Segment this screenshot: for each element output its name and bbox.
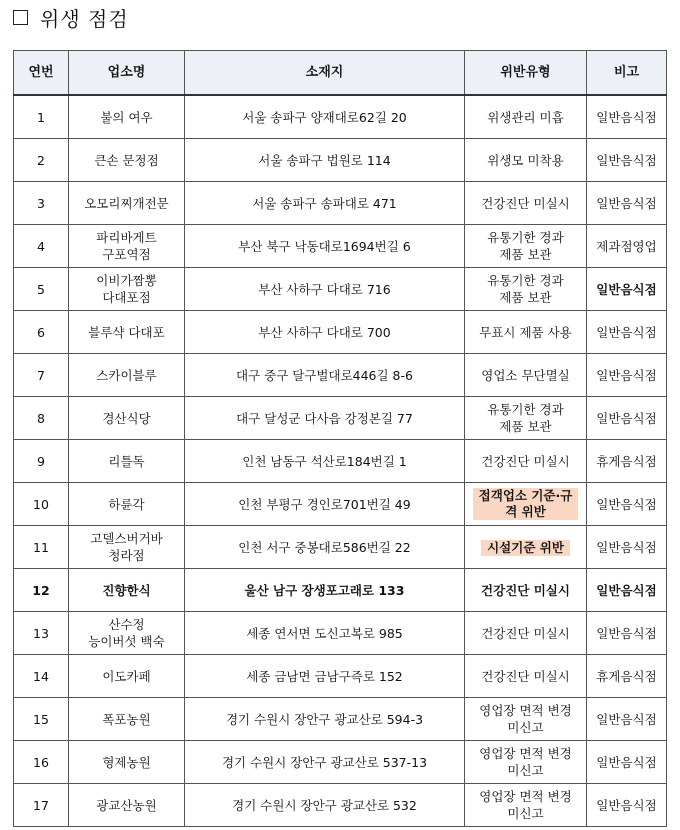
section-title-text: 위생 점검: [40, 6, 129, 31]
cell-note: [587, 526, 667, 569]
violation-line: 위생모 미착용: [487, 152, 564, 168]
cell-violation: [465, 354, 587, 397]
cell-address: [185, 225, 465, 268]
cell-violation: [465, 397, 587, 440]
cell-business-name: [69, 741, 185, 784]
table-row: [14, 354, 667, 397]
cell-no-text: 3: [37, 195, 45, 211]
violation-text: [468, 668, 583, 685]
violation-line: 건강진단 미실시: [481, 668, 570, 684]
violation-text: [468, 702, 583, 736]
cell-note: [587, 569, 667, 612]
violation-text: [473, 488, 579, 520]
address-text: 대구 중구 달구벌대로446길 8-6: [236, 367, 413, 383]
cell-note: [587, 311, 667, 354]
cell-no: [14, 483, 69, 526]
cell-note: [587, 440, 667, 483]
cell-note: [587, 741, 667, 784]
note-text: 일반음식점: [596, 410, 657, 426]
cell-no-text: 12: [32, 582, 50, 598]
cell-note: [587, 225, 667, 268]
violation-line: 격 위반: [505, 504, 546, 519]
violation-text: [468, 453, 583, 470]
cell-violation: [465, 440, 587, 483]
note-text: 일반음식점: [596, 582, 657, 598]
violation-line: 영업장 면적 변경: [479, 703, 572, 718]
violation-text: [468, 788, 583, 822]
business-name-line: 스카이블루: [96, 367, 157, 383]
table-row: [14, 397, 667, 440]
table-row: [14, 655, 667, 698]
cell-business-name: [69, 440, 185, 483]
address-text: 경기 수원시 장안구 광교산로 537-13: [221, 754, 428, 770]
header-note: 비고: [587, 51, 667, 96]
cell-address: [185, 655, 465, 698]
header-violation-type: 위반유형: [465, 51, 587, 96]
address-text: 인천 부평구 경인로701번길 49: [238, 496, 411, 512]
cell-no-text: 8: [37, 410, 45, 426]
business-name-line: 구포역점: [102, 247, 151, 262]
note-text: 제과점영업: [596, 238, 657, 254]
violation-line: 접객업소 기준·규: [478, 488, 573, 503]
cell-no-text: 16: [33, 754, 49, 770]
cell-address: [185, 784, 465, 827]
cell-no: [14, 225, 69, 268]
cell-note: [587, 698, 667, 741]
table-row: [14, 95, 667, 139]
cell-business-name: [69, 612, 185, 655]
cell-business-name: [69, 483, 185, 526]
cell-no-text: 17: [33, 797, 49, 813]
business-name-line: 불의 여우: [100, 109, 153, 125]
violation-line: 유통기한 경과: [487, 230, 564, 245]
violation-line: 제품 보관: [499, 247, 552, 262]
address-text: 서울 송파구 법원로 114: [258, 152, 391, 168]
business-name-line: 블루샥 다대포: [88, 324, 165, 340]
cell-note: [587, 95, 667, 139]
violation-line: 유통기한 경과: [487, 273, 564, 288]
cell-note: [587, 139, 667, 182]
cell-address: [185, 354, 465, 397]
cell-business-name: [69, 225, 185, 268]
cell-address: [185, 440, 465, 483]
note-text: 일반음식점: [596, 625, 657, 641]
cell-business-name: [69, 268, 185, 311]
violation-line: 무표시 제품 사용: [479, 324, 572, 340]
cell-violation: [465, 784, 587, 827]
business-name-line: 고델스버거바: [90, 531, 163, 546]
address-text: 세종 금남면 금남구즉로 152: [246, 668, 403, 684]
address-text: 서울 송파구 송파대로 471: [252, 195, 397, 211]
table-row: [14, 526, 667, 569]
cell-address: [185, 311, 465, 354]
cell-business-name: [69, 655, 185, 698]
cell-note: [587, 354, 667, 397]
business-name-line: 큰손 문정점: [94, 152, 159, 168]
business-name-line: 파리바게트: [96, 230, 157, 245]
violation-line: 미신고: [507, 763, 544, 778]
note-text: 일반음식점: [596, 367, 657, 383]
note-text: 일반음식점: [596, 281, 657, 297]
table-header-row: [14, 51, 667, 96]
business-name-line: 하륜각: [108, 496, 145, 512]
cell-business-name: [69, 139, 185, 182]
cell-address: [185, 526, 465, 569]
cell-note: [587, 182, 667, 225]
table-row: [14, 698, 667, 741]
violation-text: [468, 152, 583, 169]
cell-no: [14, 139, 69, 182]
cell-no-text: 6: [37, 324, 45, 340]
business-name-line: 다대포점: [102, 290, 151, 305]
table-row: [14, 483, 667, 526]
cell-business-name: [69, 784, 185, 827]
address-text: 부산 북구 낙동대로1694번길 6: [238, 238, 411, 254]
business-name-line: 광교산농원: [96, 797, 157, 813]
cell-note: [587, 655, 667, 698]
cell-address: [185, 139, 465, 182]
note-text: 일반음식점: [596, 109, 657, 125]
violation-line: 영업장 면적 변경: [479, 789, 572, 804]
violation-line: 시설기준 위반: [487, 539, 564, 555]
business-name-line: 폭포농원: [102, 711, 151, 727]
violation-text: [468, 229, 583, 263]
table-row: [14, 440, 667, 483]
business-name-line: 오모리찌개전문: [84, 195, 169, 211]
cell-no: [14, 182, 69, 225]
cell-violation: [465, 569, 587, 612]
cell-no: [14, 526, 69, 569]
cell-address: [185, 483, 465, 526]
address-text: 인천 남동구 석산로184번길 1: [242, 453, 407, 469]
note-text: 일반음식점: [596, 152, 657, 168]
violation-text: [468, 367, 583, 384]
cell-business-name: [69, 526, 185, 569]
cell-address: [185, 397, 465, 440]
business-name-line: 형제농원: [102, 754, 151, 770]
note-text: 휴게음식점: [596, 453, 657, 469]
violation-text: [468, 195, 583, 212]
cell-no-text: 5: [37, 281, 45, 297]
cell-address: [185, 741, 465, 784]
cell-note: [587, 612, 667, 655]
cell-violation: [465, 182, 587, 225]
cell-no: [14, 397, 69, 440]
cell-violation: [465, 741, 587, 784]
header-no: 연번: [14, 51, 69, 96]
header-business-name: 업소명: [69, 51, 185, 96]
cell-note: [587, 483, 667, 526]
cell-business-name: [69, 95, 185, 139]
violation-line: 영업장 면적 변경: [479, 746, 572, 761]
cell-business-name: [69, 569, 185, 612]
cell-no-text: 13: [33, 625, 49, 641]
cell-no: [14, 311, 69, 354]
violation-line: 미신고: [507, 720, 544, 735]
cell-note: [587, 784, 667, 827]
table-row: [14, 225, 667, 268]
cell-note: [587, 268, 667, 311]
cell-no-text: 2: [37, 152, 45, 168]
cell-business-name: [69, 698, 185, 741]
header-address: 소재지: [185, 51, 465, 96]
cell-address: [185, 698, 465, 741]
violation-line: 유통기한 경과: [487, 402, 564, 417]
cell-address: [185, 569, 465, 612]
cell-no-text: 11: [33, 539, 49, 555]
business-name-line: 산수정: [108, 617, 145, 632]
violation-line: 제품 보관: [499, 290, 552, 305]
violation-line: 건강진단 미실시: [481, 195, 570, 211]
cell-violation: [465, 526, 587, 569]
cell-address: [185, 182, 465, 225]
cell-no-text: 10: [33, 496, 49, 512]
violation-line: 미신고: [507, 806, 544, 821]
table-row: [14, 268, 667, 311]
note-text: 일반음식점: [596, 754, 657, 770]
note-text: 일반음식점: [596, 539, 657, 555]
business-name-line: 청라점: [108, 548, 145, 563]
cell-address: [185, 612, 465, 655]
address-text: 서울 송파구 양재대로62길 20: [242, 109, 407, 125]
violation-text: [468, 272, 583, 306]
address-text: 경기 수원시 장안구 광교산로 594-3: [225, 711, 424, 727]
table-row: [14, 784, 667, 827]
cell-no: [14, 784, 69, 827]
violation-line: 건강진단 미실시: [481, 582, 570, 598]
violation-line: 영업소 무단멸실: [481, 367, 570, 383]
note-text: 일반음식점: [596, 711, 657, 727]
business-name-line: 능이버섯 백숙: [88, 634, 165, 649]
note-text: 일반음식점: [596, 496, 657, 512]
business-name-line: 경산식당: [102, 410, 151, 426]
cell-business-name: [69, 354, 185, 397]
cell-no: [14, 612, 69, 655]
cell-no-text: 1: [37, 109, 45, 125]
violation-text: [468, 401, 583, 435]
address-text: 세종 연서면 도신고복로 985: [246, 625, 403, 641]
violation-text: [481, 540, 570, 556]
cell-violation: [465, 612, 587, 655]
cell-no-text: 4: [37, 238, 45, 254]
cell-business-name: [69, 182, 185, 225]
cell-address: [185, 95, 465, 139]
cell-no-text: 7: [37, 367, 45, 383]
checkbox-square-icon: [13, 10, 28, 25]
cell-no: [14, 569, 69, 612]
address-text: 부산 사하구 다대로 700: [258, 324, 391, 340]
table-body: [14, 95, 667, 827]
cell-no: [14, 354, 69, 397]
cell-no: [14, 698, 69, 741]
cell-address: [185, 268, 465, 311]
violation-text: [468, 109, 583, 126]
cell-violation: [465, 311, 587, 354]
violation-text: [468, 625, 583, 642]
address-text: 인천 서구 중봉대로586번길 22: [238, 539, 411, 555]
cell-no-text: 14: [33, 668, 49, 684]
cell-business-name: [69, 397, 185, 440]
cell-violation: [465, 139, 587, 182]
business-name-line: 이비가짬뽕: [96, 273, 157, 288]
note-text: 일반음식점: [596, 324, 657, 340]
note-text: 휴게음식점: [596, 668, 657, 684]
cell-violation: [465, 225, 587, 268]
address-text: 부산 사하구 다대로 716: [258, 281, 391, 297]
address-text: 울산 남구 장생포고래로 133: [244, 582, 405, 598]
note-text: 일반음식점: [596, 195, 657, 211]
violation-text: [468, 324, 583, 341]
inspection-table: [13, 50, 667, 827]
cell-business-name: [69, 311, 185, 354]
cell-no: [14, 741, 69, 784]
address-text: 대구 달성군 다사읍 강정본길 77: [236, 410, 413, 426]
table-row: [14, 182, 667, 225]
cell-violation: [465, 698, 587, 741]
cell-violation: [465, 95, 587, 139]
section-title: [13, 4, 129, 30]
violation-line: 건강진단 미실시: [481, 453, 570, 469]
cell-violation: [465, 655, 587, 698]
cell-no: [14, 655, 69, 698]
cell-note: [587, 397, 667, 440]
violation-line: 제품 보관: [499, 419, 552, 434]
table-row: [14, 569, 667, 612]
violation-line: 건강진단 미실시: [481, 625, 570, 641]
note-text: 일반음식점: [596, 797, 657, 813]
table-row: [14, 311, 667, 354]
violation-line: 위생관리 미흡: [487, 109, 564, 125]
business-name-line: 이도카페: [102, 668, 151, 684]
business-name-line: 리틀독: [108, 453, 145, 469]
table-row: [14, 741, 667, 784]
table-row: [14, 139, 667, 182]
cell-no: [14, 95, 69, 139]
business-name-line: 진향한식: [102, 582, 151, 598]
table-row: [14, 612, 667, 655]
cell-no: [14, 440, 69, 483]
cell-no-text: 15: [33, 711, 49, 727]
violation-text: [468, 582, 583, 599]
violation-text: [468, 745, 583, 779]
cell-violation: [465, 268, 587, 311]
cell-violation: [465, 483, 587, 526]
cell-no: [14, 268, 69, 311]
address-text: 경기 수원시 장안구 광교산로 532: [232, 797, 417, 813]
cell-no-text: 9: [37, 453, 45, 469]
